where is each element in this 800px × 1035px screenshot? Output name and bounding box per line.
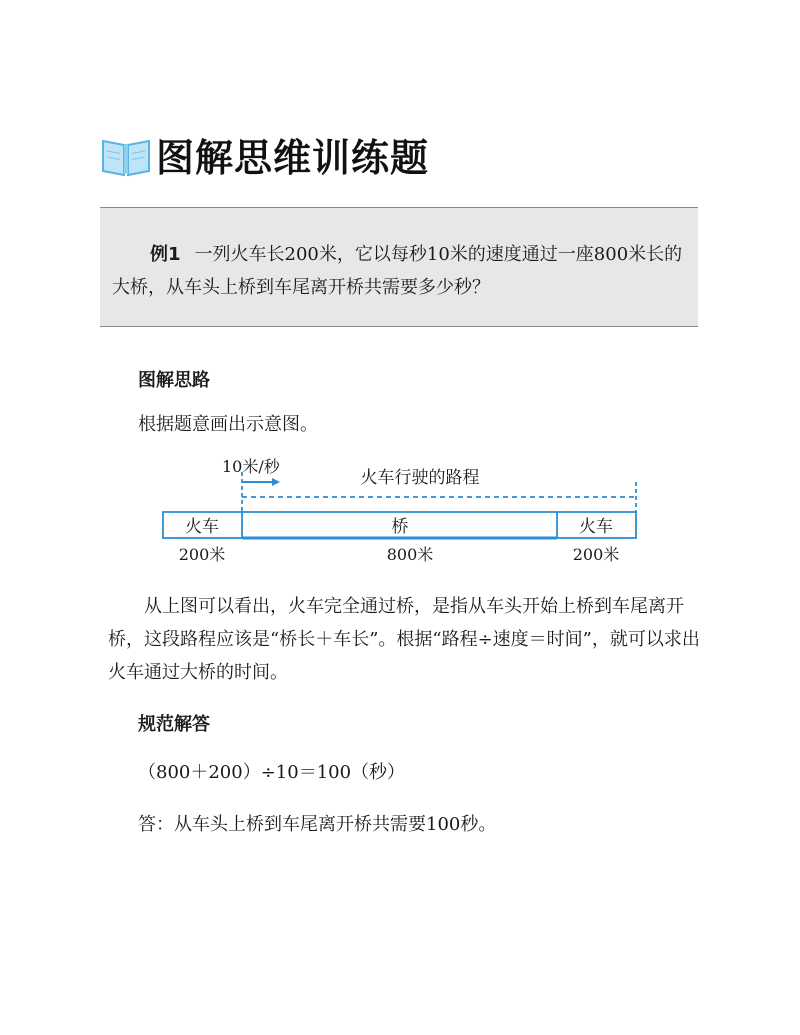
section-heading-answer: 规范解答	[138, 714, 210, 735]
diagram-intro: 根据题意画出示意图。	[138, 414, 318, 435]
train-left-label: 火车	[185, 517, 219, 537]
example-paragraph	[112, 238, 688, 304]
section-heading-thinking: 图解思路	[138, 370, 210, 391]
solution-formula: （800＋200）÷10＝100（秒）	[138, 762, 406, 783]
train-bridge-diagram	[160, 452, 640, 570]
explanation-paragraph: 从上图可以看出，火车完全通过桥，是指从车头开始上桥到车尾离开桥，这段路程应该是“桥长＋车长”。根据“路程÷速度＝时间”，就可以求出火车通过大桥的时间。	[108, 596, 700, 683]
title-row	[100, 124, 429, 184]
example-box	[100, 207, 698, 327]
train-right-label: 火车	[579, 517, 613, 537]
speed-label: 10米/秒	[222, 457, 280, 476]
open-book-icon	[100, 131, 152, 177]
bridge-label: 桥	[391, 517, 409, 537]
example-label: 例1	[150, 244, 181, 265]
example-text: 一列火车长200米，它以每秒10米的速度通过一座800米长的大桥，从车头上桥到车尾离开桥共需要多少秒？	[112, 244, 683, 298]
speed-arrow-head	[272, 478, 280, 486]
train-right-length: 200米	[572, 545, 620, 564]
bridge-length: 800米	[386, 545, 434, 564]
page-title: 图解思维训练题	[156, 135, 430, 180]
train-left-length: 200米	[178, 545, 226, 564]
path-label: 火车行驶的路程	[360, 468, 480, 488]
final-answer: 答：从车头上桥到车尾离开桥共需要100秒。	[138, 814, 497, 835]
